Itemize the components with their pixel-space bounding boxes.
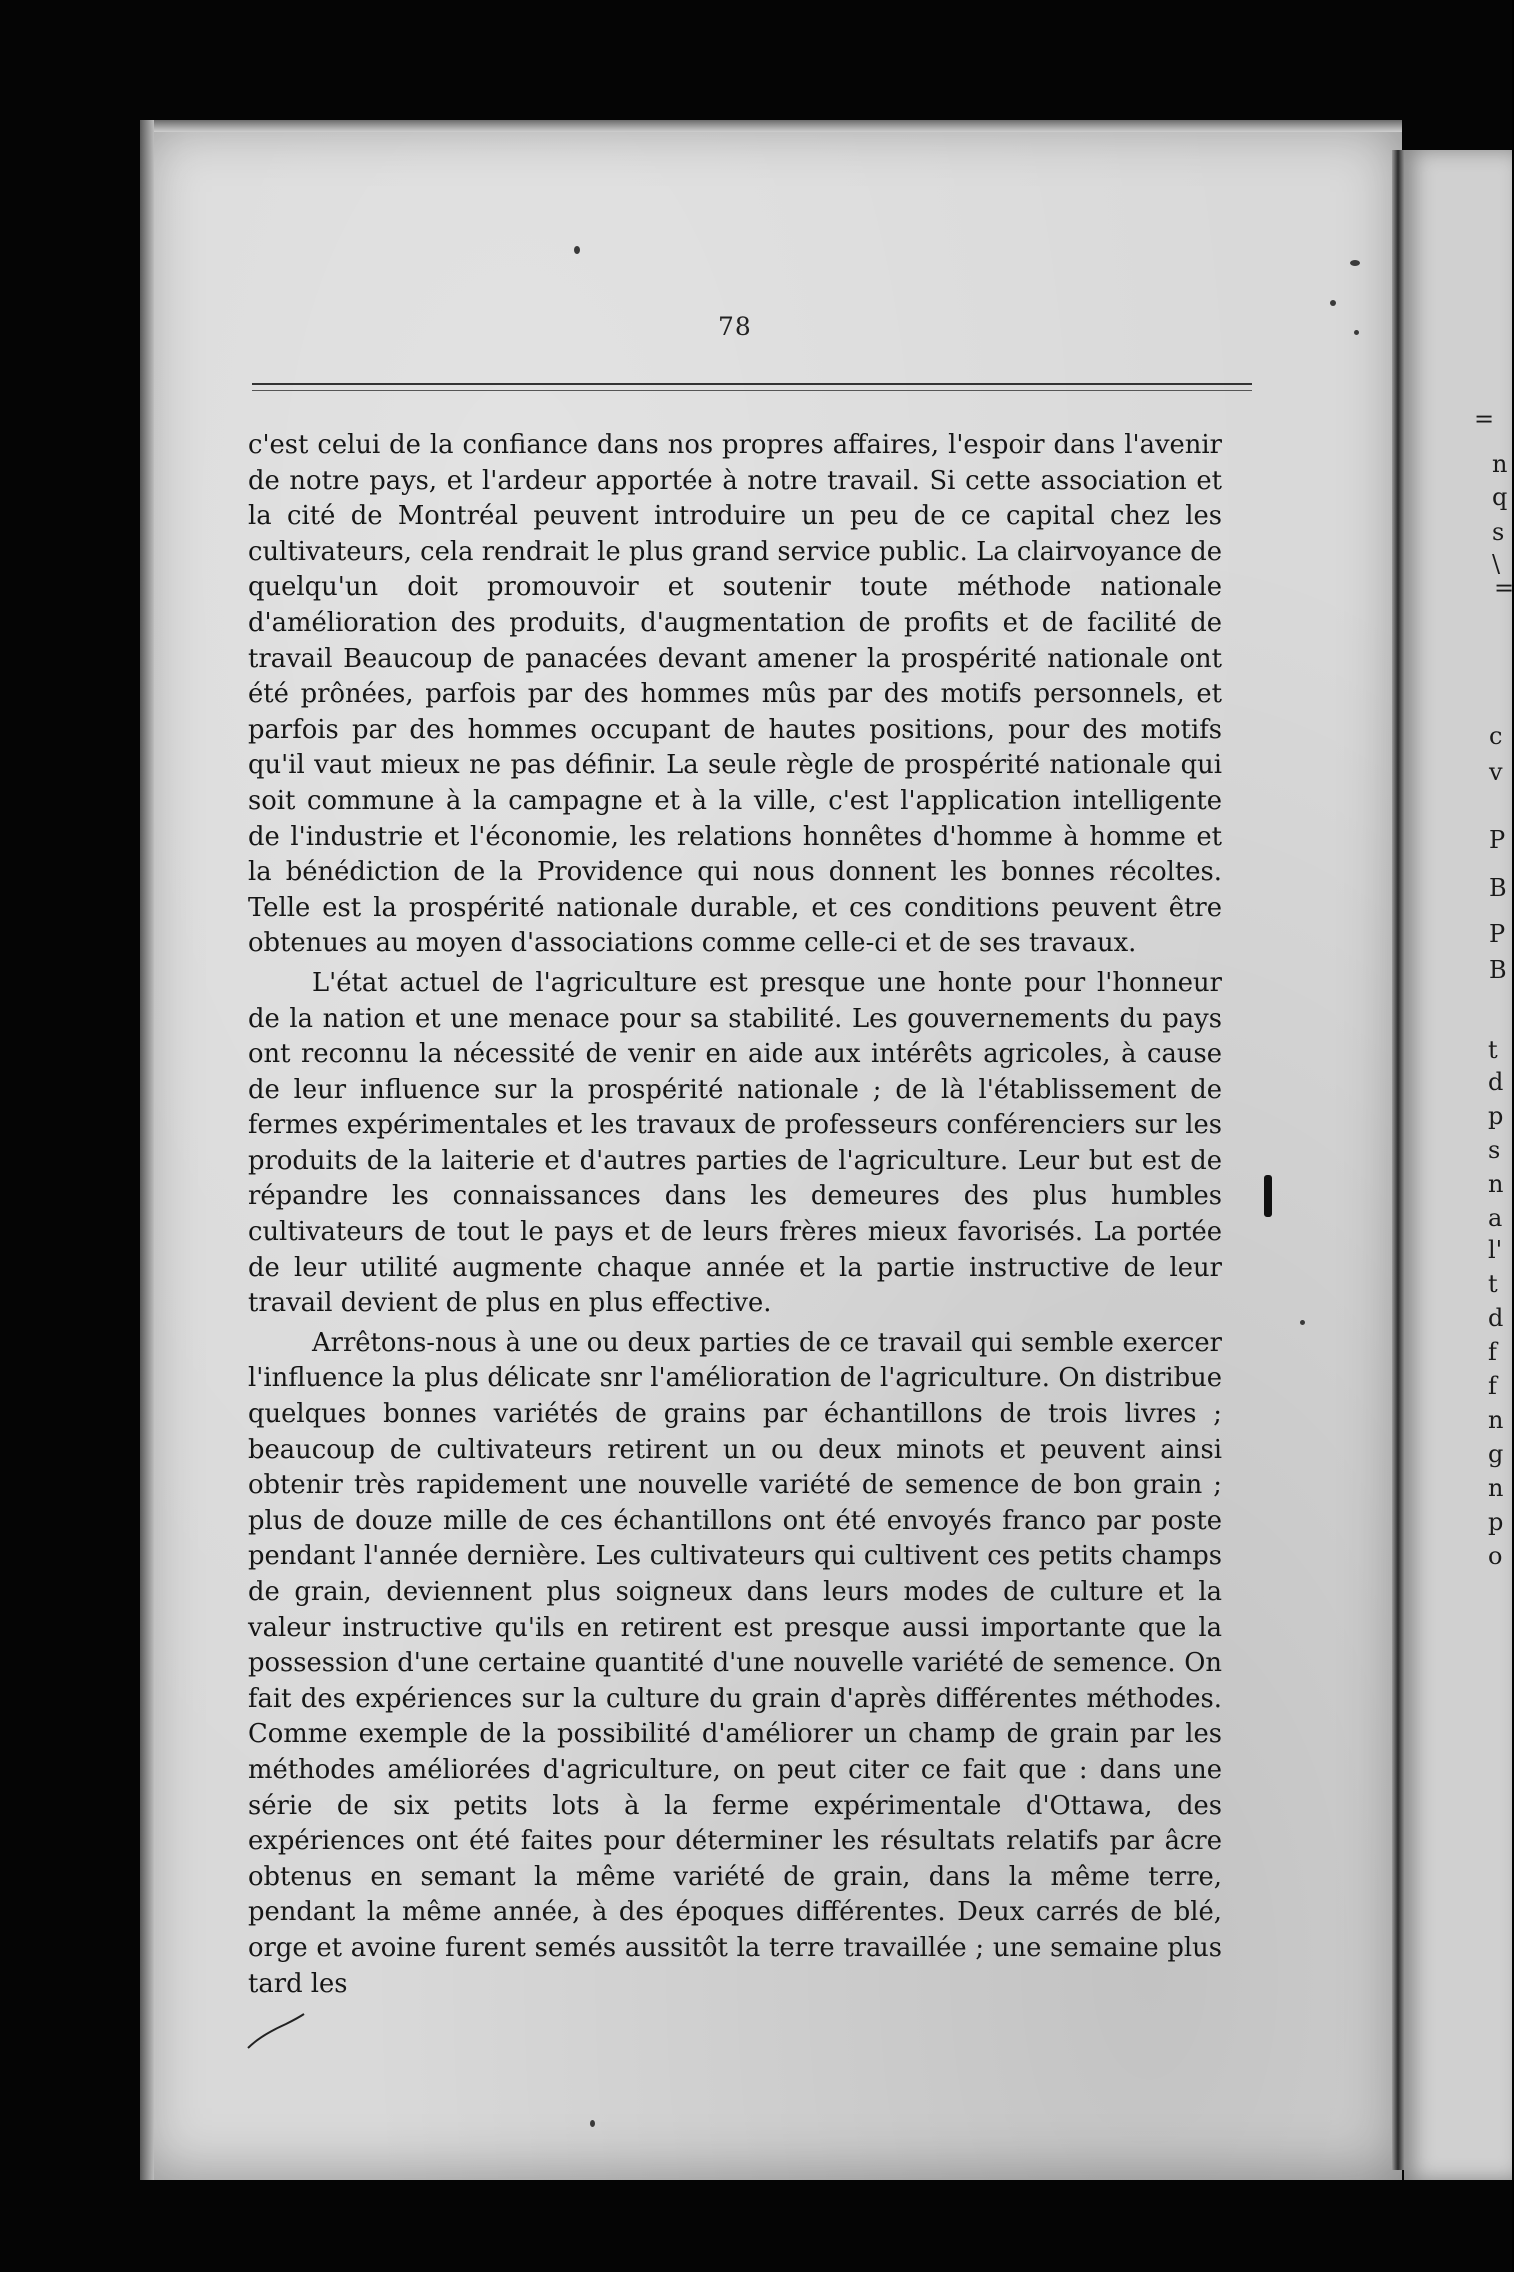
facing-page-fragment: g xyxy=(1488,1440,1504,1468)
page-left-edge xyxy=(140,120,154,2180)
page-number: 78 xyxy=(718,312,752,341)
facing-page-fragment: d xyxy=(1488,1068,1504,1096)
scan-speck xyxy=(1354,330,1359,335)
facing-page-fragment: c xyxy=(1489,722,1503,750)
scan-speck xyxy=(1330,300,1336,306)
facing-page-fragment: B xyxy=(1489,956,1507,984)
pencil-stroke xyxy=(246,2010,306,2050)
facing-page-fragment: v xyxy=(1489,758,1503,786)
facing-page-fragment: f xyxy=(1488,1372,1497,1400)
facing-page-fragment: f xyxy=(1488,1338,1497,1366)
paragraph: Arrêtons-nous à une ou deux parties de ce travail qui semble exercer l'influence la plus délicate snr l'amélioration de l'agriculture. On distribue quelques bonnes variétés de grains par échantillons de trois livres ; beaucoup de cultivateurs retirent un ou deux minots et peuvent ainsi obtenir très rapidement une nouvelle variété de semence de bon grain ; plus de douze mille de ces échantillons ont été envoyés franco par poste pendant l'année dernière. Les cultivateurs qui cultivent ces petits champs de grain, deviennent plus soigneux dans leurs modes de culture et la valeur instructive qu'ils en retirent est presque aussi importante que la possession d'une certaine quantité d'une nouvelle variété de semence. On fait des expériences sur la culture du grain d'après différentes méthodes. Comme exemple de la possibilité d'améliorer un champ de grain par les méthodes améliorées d'agriculture, on peut citer ce fait que : dans une série de six petits lots à la ferme expérimentale d'Ottawa, des expériences ont été faites pour déterminer les résultats relatifs par âcre obtenus en semant la même variété de grain, dans la même terre, pendant la même année, à des époques différentes. Deux carrés de blé, orge et avoine furent semés aussitôt la terre travaillée ; une semaine plus tard les xyxy=(248,1327,1222,1999)
page-top-edge xyxy=(140,120,1402,132)
header-rule xyxy=(252,383,1252,385)
scan-speck xyxy=(574,246,580,254)
facing-page-fragment: = xyxy=(1494,574,1514,602)
margin-ink-mark xyxy=(1264,1175,1272,1217)
scan-speck xyxy=(590,2120,595,2127)
facing-page-fragment: s xyxy=(1488,1136,1501,1164)
book-gutter xyxy=(1392,150,1404,2170)
facing-page-fragment: t xyxy=(1488,1036,1498,1064)
facing-page-fragment: t xyxy=(1488,1270,1498,1298)
facing-page-fragment: n xyxy=(1488,1170,1504,1198)
facing-page-fragment: d xyxy=(1488,1304,1504,1332)
facing-page-fragment: p xyxy=(1488,1508,1504,1536)
facing-page-fragment: B xyxy=(1489,874,1507,902)
facing-page-fragment: p xyxy=(1488,1102,1504,1130)
facing-page-fragment: n xyxy=(1492,450,1508,478)
facing-page-fragment: P xyxy=(1489,920,1506,948)
scan-speck xyxy=(1350,260,1360,266)
facing-page-fragment: s xyxy=(1492,518,1505,546)
paragraph: L'état actuel de l'agriculture est presque une honte pour l'honneur de la nation et une menace pour sa stabilité. Les gouvernements du pays ont reconnu la nécessité de venir en aide aux intérêts agricoles, à cause de leur influence sur la prospérité nationale ; de là l'établissement de fermes expérimentales et les travaux de professeurs conférenciers sur les produits de la laiterie et d'autres parties de l'agriculture. Leur but est de répandre les connaissances dans les demeures des plus humbles cultivateurs de tout le pays et de leurs frères mieux favorisés. La portée de leur utilité augmente chaque année et la partie instructive de leur travail devient de plus en plus effective. xyxy=(248,967,1222,1319)
facing-page-fragment: l' xyxy=(1488,1236,1503,1264)
facing-page-fragment: o xyxy=(1488,1542,1503,1570)
facing-page-fragment: a xyxy=(1488,1204,1503,1232)
facing-page-fragment: = xyxy=(1474,405,1495,433)
facing-page-fragment: n xyxy=(1488,1474,1504,1502)
facing-page-fragment: q xyxy=(1492,483,1508,511)
scan-speck xyxy=(1300,1320,1305,1325)
header-rule-thin xyxy=(252,390,1252,391)
facing-page-fragment: P xyxy=(1489,826,1506,854)
paragraph: c'est celui de la confiance dans nos propres affaires, l'espoir dans l'avenir de notre pays, et l'ardeur apportée à notre travail. Si cette association et la cité de Montréal peuvent introduire un peu de ce capital chez les cultivateurs, cela rendrait le plus grand service public. La clairvoyance de quelqu'un doit promouvoir et soutenir toute méthode nationale d'amélioration des produits, d'augmentation de profits et de facilité de travail Beaucoup de panacées devant amener la prospérité nationale ont été prônées, parfois par des hommes mûs par des motifs personnels, et parfois par des hommes occupant de hautes positions, pour des motifs qu'il vaut mieux ne pas définir. La seule règle de prospérité nationale qui soit commune à la campagne et à la ville, c'est l'application intelligente de l'industrie et l'économie, les relations honnêtes d'homme à homme et la bénédiction de la Providence qui nous donnent les bonnes récoltes. Telle est la prospérité nationale durable, et ces conditions peuvent être obtenues au moyen d'associations comme celle-ci et de ses travaux. xyxy=(248,430,1222,959)
facing-page-fragment: n xyxy=(1488,1406,1504,1434)
facing-page-edge xyxy=(1404,150,1512,2180)
facing-page-fragment: \ xyxy=(1492,550,1501,578)
page-body xyxy=(248,428,1222,2002)
